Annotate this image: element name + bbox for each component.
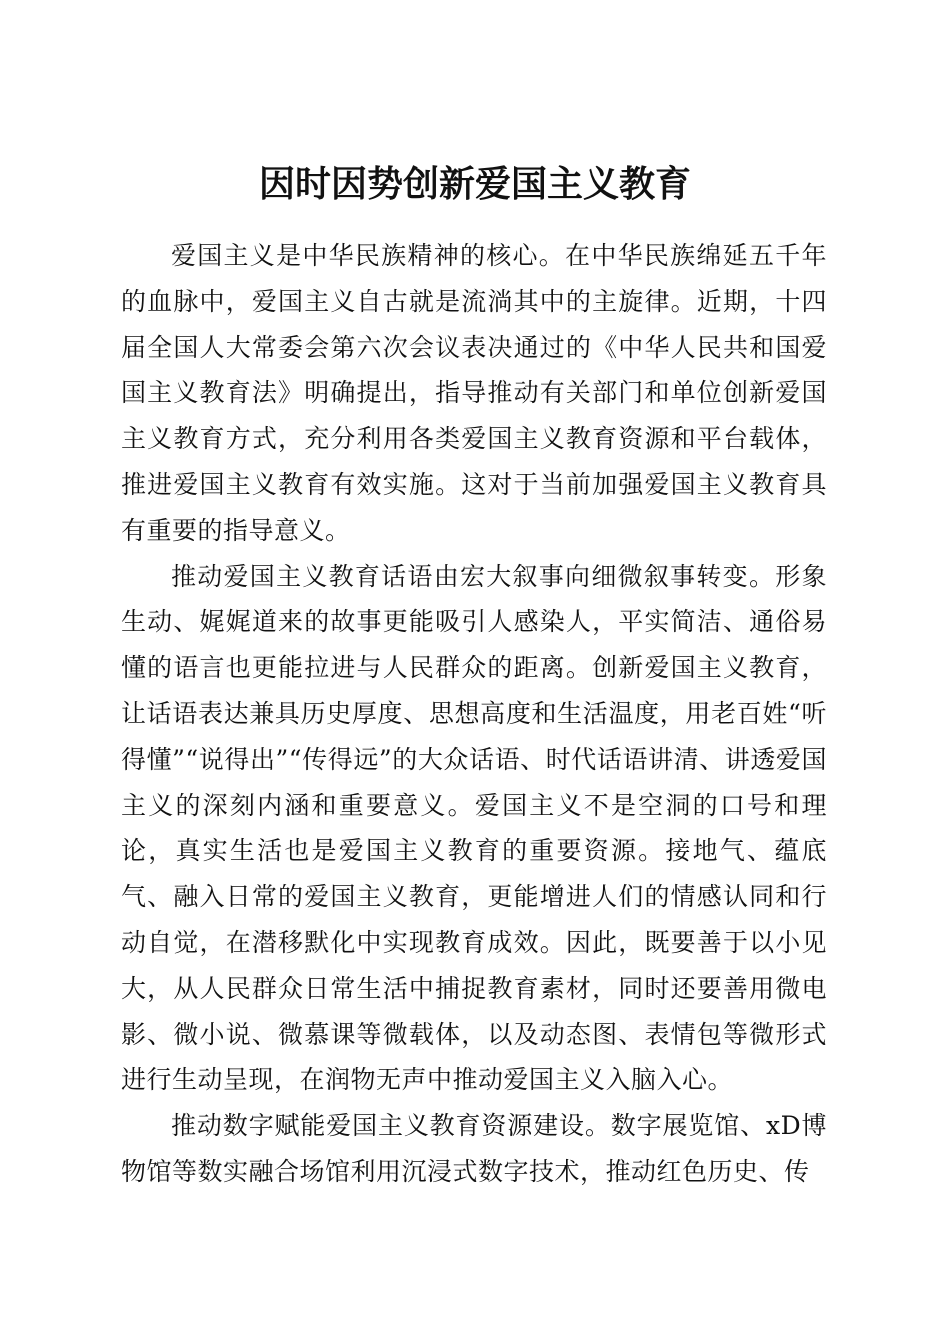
paragraph-2: 推动爱国主义教育话语由宏大叙事向细微叙事转变。形象生动、娓娓道来的故事更能吸引人感染人，平实简洁、通俗易懂的语言也更能拉进与人民群众的距离。创新爱国主义教育，让话语表达兼具历史厚度、思想高度和生活温度，用老百姓“听得懂”“说得出”“传得远”的大众话语、时代话语讲清、讲透爱国主义的深刻内涵和重要意义。爱国主义不是空洞的口号和理论，真实生活也是爱国主义教育的重要资源。接地气、蕴底气、融入日常的爱国主义教育，更能增进人们的情感认同和行动自觉，在潜移默化中实现教育成效。因此，既要善于以小见大，从人民群众日常生活中捕捉教育素材，同时还要善用微电影、微小说、微慕课等微载体，以及动态图、表情包等微形式进行生动呈现，在润物无声中推动爱国主义入脑入心。 — [121, 561, 827, 1095]
document-body — [121, 233, 827, 1195]
paragraph-3: 推动数字赋能爱国主义教育资源建设。数字展览馆、xD博物馆等数实融合场馆利用沉浸式数字技术，推动红色历史、传 — [121, 1111, 827, 1186]
paragraph-1: 爱国主义是中华民族精神的核心。在中华民族绵延五千年的血脉中，爱国主义自古就是流淌其中的主旋律。近期，十四届全国人大常委会第六次会议表决通过的《中华人民共和国爱国主义教育法》明确提出，指导推动有关部门和单位创新爱国主义教育方式，充分利用各类爱国主义教育资源和平台载体，推进爱国主义教育有效实施。这对于当前加强爱国主义教育具有重要的指导意义。 — [121, 241, 827, 545]
document-title: 因时因势创新爱国主义教育 — [258, 163, 691, 206]
